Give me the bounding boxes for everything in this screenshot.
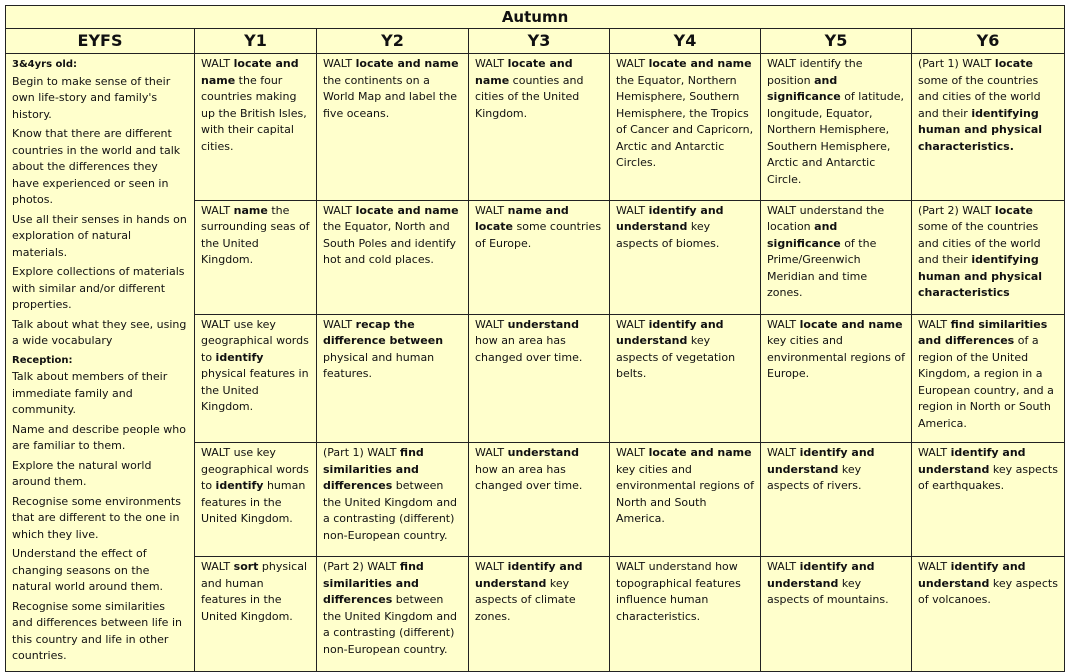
objective-text: between the United Kingdom and a contrasting (different) non-European country.: [323, 593, 458, 656]
objective-text: key aspects of vegetation belts.: [616, 334, 736, 381]
objective-text: WALT: [616, 203, 649, 217]
objective-keyword: and significance: [767, 220, 841, 250]
objective-text: WALT: [918, 446, 951, 460]
objective-text: WALT understand the location: [767, 203, 885, 234]
eyfs-cell: [6, 54, 195, 672]
objective-cell: [195, 557, 317, 671]
eyfs-age-item: Explore collections of materials with similar and/or different properties.: [12, 265, 185, 311]
objective-text: how an area has changed over time.: [475, 334, 583, 364]
objective-text: the surrounding seas of the United Kingdom.: [201, 203, 310, 267]
objective-text: WALT: [201, 57, 234, 70]
objective-text: WALT: [475, 203, 508, 217]
objective-text: key cities and environmental regions of North and South America.: [616, 462, 754, 526]
objective-keyword: identify and understand: [616, 203, 724, 234]
objective-keyword: locate and name: [648, 446, 752, 460]
objective-cell: [761, 443, 912, 557]
objective-keyword: identify and understand: [918, 446, 1026, 476]
objective-keyword: locate and name: [648, 57, 752, 70]
objective-cell: [195, 200, 317, 314]
objective-cell: [469, 443, 610, 557]
objective-text: WALT: [323, 317, 356, 331]
objective-text: human features in the United Kingdom.: [201, 479, 306, 526]
objective-text: WALT: [767, 560, 800, 574]
objective-text: WALT: [323, 203, 356, 217]
objective-text: key aspects of volcanoes.: [918, 576, 1058, 607]
col-header-y2: Y2: [317, 29, 469, 54]
objective-keyword: and significance: [767, 73, 841, 103]
objective-keyword: understand: [507, 446, 579, 460]
objective-text: (Part 2) WALT: [323, 560, 400, 574]
eyfs-age-item: Know that there are different countries in the world and talk about the differences they have experienced or seen in photos.: [12, 127, 181, 206]
objective-text: WALT understand how topographical features influence human characteristics.: [616, 560, 741, 623]
col-header-y6: Y6: [912, 29, 1065, 54]
objective-text: between the United Kingdom and a contrasting (different) non-European country.: [323, 479, 458, 542]
objective-cell: [317, 54, 469, 201]
objective-keyword: locate and name: [799, 317, 903, 331]
objective-cell: [761, 557, 912, 671]
objective-cell: [317, 443, 469, 557]
objective-cell: [469, 200, 610, 314]
objective-text: WALT: [201, 203, 234, 217]
objective-text: physical and human features in the United Kingdom.: [201, 560, 308, 623]
objective-keyword: find similarities and differences: [918, 317, 1048, 348]
objective-text: key aspects of mountains.: [767, 576, 889, 607]
eyfs-reception-item: Understand the effect of changing seasons on the natural world around them.: [12, 547, 164, 593]
objective-keyword: understand: [507, 317, 579, 331]
objective-text: key cities and environmental regions of Europe.: [767, 334, 905, 381]
objective-cell: [610, 443, 761, 557]
objective-text: WALT: [475, 317, 508, 331]
objective-keyword: locate and name: [201, 57, 299, 87]
objective-cell: [761, 200, 912, 314]
col-header-y4: Y4: [610, 29, 761, 54]
col-header-y3: Y3: [469, 29, 610, 54]
objective-text: of latitude, longitude, Equator, Northern Hemisphere, Southern Hemisphere, Arctic and Antarctic Circle.: [767, 90, 904, 186]
objective-text: how an area has changed over time.: [475, 462, 583, 493]
eyfs-reception-item: Recognise some similarities and differences between life in this country and life in other countries.: [12, 599, 182, 662]
objective-text: (Part 2) WALT: [918, 203, 995, 217]
objective-text: counties and cities of the United Kingdom.: [475, 73, 584, 120]
objective-text: of the Prime/Greenwich Meridian and time zones.: [767, 236, 877, 300]
eyfs-age-heading: 3&4yrs old:: [12, 59, 77, 70]
objective-text: of a region of the United Kingdom, a region in a European country, and a region in North or South America.: [918, 334, 1054, 430]
objective-keyword: identifying human and physical characteristics: [918, 253, 1043, 300]
objective-text: key aspects of biomes.: [616, 220, 720, 250]
objective-cell: [317, 557, 469, 671]
objective-cell: [469, 557, 610, 671]
eyfs-reception-item: Name and describe people who are familiar to them.: [12, 422, 186, 452]
objective-keyword: locate and name: [355, 57, 459, 70]
objective-text: some countries of Europe.: [475, 220, 602, 250]
objective-cell: [912, 54, 1065, 201]
col-header-eyfs: EYFS: [6, 29, 195, 54]
objective-text: key aspects of earthquakes.: [918, 462, 1058, 493]
objective-keyword: name and locate: [475, 203, 569, 234]
objective-text: WALT: [616, 317, 649, 331]
objective-keyword: identify: [215, 350, 264, 364]
objective-text: (Part 1) WALT: [323, 446, 400, 460]
objective-cell: [195, 443, 317, 557]
objective-keyword: identify and understand: [918, 560, 1026, 590]
objective-text: WALT: [475, 57, 508, 70]
objective-text: the Equator, North and South Poles and identify hot and cold places.: [323, 220, 457, 267]
objective-keyword: identify and understand: [475, 560, 583, 590]
objective-text: WALT: [767, 446, 800, 460]
col-header-y1: Y1: [195, 29, 317, 54]
objective-text: WALT: [616, 446, 649, 460]
objective-text: physical features in the United Kingdom.: [201, 367, 309, 414]
objective-text: WALT: [475, 560, 508, 574]
objective-cell: [610, 200, 761, 314]
objective-text: physical and human features.: [323, 350, 435, 381]
objective-cell: [610, 314, 761, 443]
eyfs-age-item: Talk about what they see, using a wide vocabulary: [12, 317, 187, 347]
objective-cell: [912, 443, 1065, 557]
objective-cell: [317, 314, 469, 443]
eyfs-age-item: Use all their senses in hands on exploration of natural materials.: [12, 212, 187, 259]
objective-cell: [195, 54, 317, 201]
objective-cell: [912, 314, 1065, 443]
objective-cell: [761, 54, 912, 201]
objective-text: the four countries making up the British Isles, with their capital cities.: [201, 73, 307, 153]
objective-text: WALT use key geographical words to: [201, 446, 309, 493]
curriculum-table: [5, 5, 1065, 672]
objective-cell: [912, 200, 1065, 314]
eyfs-reception-item: Recognise some environments that are different to the one in which they live.: [12, 494, 181, 541]
eyfs-reception-item: Explore the natural world around them.: [12, 458, 152, 488]
eyfs-age-item: Begin to make sense of their own life-story and family's history.: [12, 74, 171, 121]
objective-keyword: identify and understand: [767, 446, 875, 476]
objective-text: WALT: [201, 560, 234, 574]
objective-keyword: identify and understand: [616, 317, 724, 348]
objective-keyword: name: [233, 203, 268, 217]
objective-text: WALT: [475, 446, 508, 460]
objective-text: WALT identify the position: [767, 57, 863, 87]
objective-text: WALT: [918, 560, 951, 574]
objective-keyword: find similarities and differences: [323, 446, 424, 493]
season-title: Autumn: [6, 6, 1065, 29]
objective-keyword: identify and understand: [767, 560, 875, 590]
objective-text: WALT: [918, 317, 951, 331]
objective-text: WALT: [767, 317, 800, 331]
objective-keyword: locate and name: [355, 203, 459, 217]
objective-keyword: identify: [215, 479, 264, 493]
objective-text: the continents on a World Map and label the five oceans.: [323, 73, 458, 120]
objective-text: WALT use key geographical words to: [201, 317, 309, 364]
objective-text: key aspects of climate zones.: [475, 576, 576, 623]
objective-keyword: find similarities and differences: [323, 560, 424, 607]
objective-cell: [469, 314, 610, 443]
objective-keyword: identifying human and physical characteristics.: [918, 106, 1043, 153]
objective-text: the Equator, Northern Hemisphere, Southern Hemisphere, the Tropics of Cancer and Capricorn, Arctic and Antarctic Circles.: [616, 73, 754, 169]
eyfs-reception-item: Talk about members of their immediate family and community.: [12, 370, 168, 416]
objective-cell: [469, 54, 610, 201]
objective-cell: [195, 314, 317, 443]
objective-keyword: sort: [233, 560, 259, 574]
objective-text: some of the countries and cities of the world and their: [918, 220, 1041, 267]
objective-text: (Part 1) WALT: [918, 57, 995, 70]
objective-cell: [761, 314, 912, 443]
objective-keyword: locate: [994, 57, 1033, 70]
objective-text: some of the countries and cities of the world and their: [918, 73, 1041, 120]
objective-cell: [317, 200, 469, 314]
col-header-y5: Y5: [761, 29, 912, 54]
objective-cell: [610, 54, 761, 201]
objective-text: WALT: [616, 57, 649, 70]
objective-cell: [912, 557, 1065, 671]
objective-text: WALT: [323, 57, 356, 70]
objective-text: key aspects of rivers.: [767, 462, 862, 493]
objective-cell: [610, 557, 761, 671]
objective-keyword: recap the difference between: [323, 317, 444, 348]
objective-keyword: locate: [994, 203, 1033, 217]
objective-keyword: locate and name: [475, 57, 573, 87]
eyfs-reception-heading: Reception:: [12, 354, 73, 366]
